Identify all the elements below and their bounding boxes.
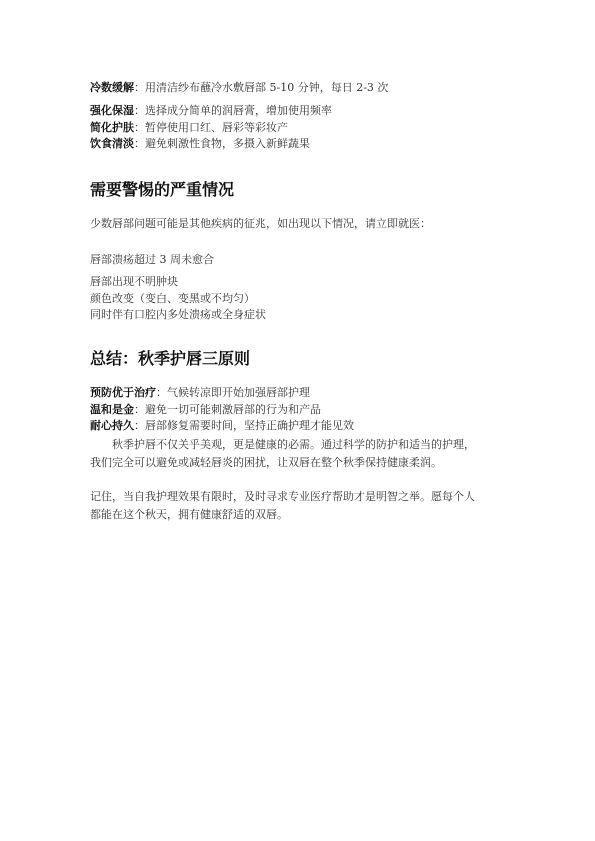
warning-first-item-block bbox=[90, 252, 530, 269]
warning-list bbox=[90, 274, 530, 324]
warning-item: 颜色改变（变白、变黑或不均匀） bbox=[90, 291, 255, 305]
tip-desc: 避免刺激性食物，多摄入新鲜蔬果 bbox=[145, 137, 310, 150]
summary-heading: 总结：秋季护唇三原则 bbox=[90, 349, 251, 368]
tips-group-b bbox=[90, 103, 530, 153]
tip-term: 强化保湿 bbox=[90, 104, 134, 117]
warning-intro: 少数唇部问题可能是其他疾病的征兆，如出现以下情况，请立即就医： bbox=[90, 217, 431, 230]
principles-list bbox=[90, 385, 530, 435]
principle-item: 预防优于治疗：气候转凉即开始加强唇部护理 bbox=[90, 386, 310, 399]
paragraph-line: 秋季护唇不仅关乎美观，更是健康的必需。通过科学的防护和适当的护理， bbox=[112, 438, 475, 451]
warning-item: 同时伴有口腔内多处溃疡或全身症状 bbox=[90, 308, 266, 321]
warning-section bbox=[90, 179, 530, 201]
tip-desc: 暂停使用口红、唇彩等彩妆产 bbox=[145, 120, 288, 134]
tips-group-a bbox=[90, 80, 530, 97]
principle-term: 温和是金 bbox=[90, 402, 134, 416]
principle-item: 耐心持久：唇部修复需要时间，坚持正确护理才能见效 bbox=[90, 419, 354, 432]
tip-item: 强化保湿：选择成分简单的润唇膏，增加使用频率 bbox=[90, 104, 332, 117]
tip-term: 简化护肤 bbox=[90, 120, 134, 134]
tip-term: 冷数缓解 bbox=[90, 81, 134, 94]
paragraph-line: 都能在这个秋天，拥有健康舒适的双唇。 bbox=[90, 508, 288, 521]
warning-heading: 需要警惕的严重情况 bbox=[90, 180, 235, 199]
principle-term: 耐心持久 bbox=[90, 419, 134, 432]
principle-desc: 气候转凉即开始加强唇部护理 bbox=[167, 386, 310, 399]
warning-item: 唇部溃疡超过 3 周未愈合 bbox=[90, 253, 214, 266]
summary-paragraph-1 bbox=[90, 436, 530, 472]
paragraph-line: 我们完全可以避免或减轻唇炎的困扰，让双唇在整个秋季保持健康柔润。 bbox=[90, 456, 442, 469]
tip-item: 冷数缓解：用清洁纱布蘸冷水敷唇部 5-10 分钟，每日 2-3 次 bbox=[90, 81, 389, 94]
warning-intro-block bbox=[90, 216, 530, 233]
principle-desc: 避免一切可能刺激唇部的行为和产品 bbox=[145, 402, 321, 416]
principle-item: 温和是金：避免一切可能刺激唇部的行为和产品 bbox=[90, 402, 321, 416]
tip-item: 饮食清淡：避免刺激性食物，多摄入新鲜蔬果 bbox=[90, 137, 310, 150]
tip-term: 饮食清淡 bbox=[90, 137, 134, 150]
tip-item: 简化护肤：暂停使用口红、唇彩等彩妆产 bbox=[90, 120, 288, 134]
warning-item: 唇部出现不明肿块 bbox=[90, 275, 178, 288]
summary-paragraph-2 bbox=[90, 488, 530, 524]
principle-term: 预防优于治疗 bbox=[90, 386, 156, 399]
principle-desc: 唇部修复需要时间，坚持正确护理才能见效 bbox=[145, 419, 354, 432]
tip-desc: 选择成分简单的润唇膏，增加使用频率 bbox=[145, 104, 332, 117]
summary-section bbox=[90, 348, 530, 370]
paragraph-line: 记住，当自我护理效果有限时，及时寻求专业医疗帮助才是明智之举。愿每个人 bbox=[90, 490, 475, 503]
tip-desc: 用清洁纱布蘸冷水敷唇部 5-10 分钟，每日 2-3 次 bbox=[145, 81, 389, 94]
